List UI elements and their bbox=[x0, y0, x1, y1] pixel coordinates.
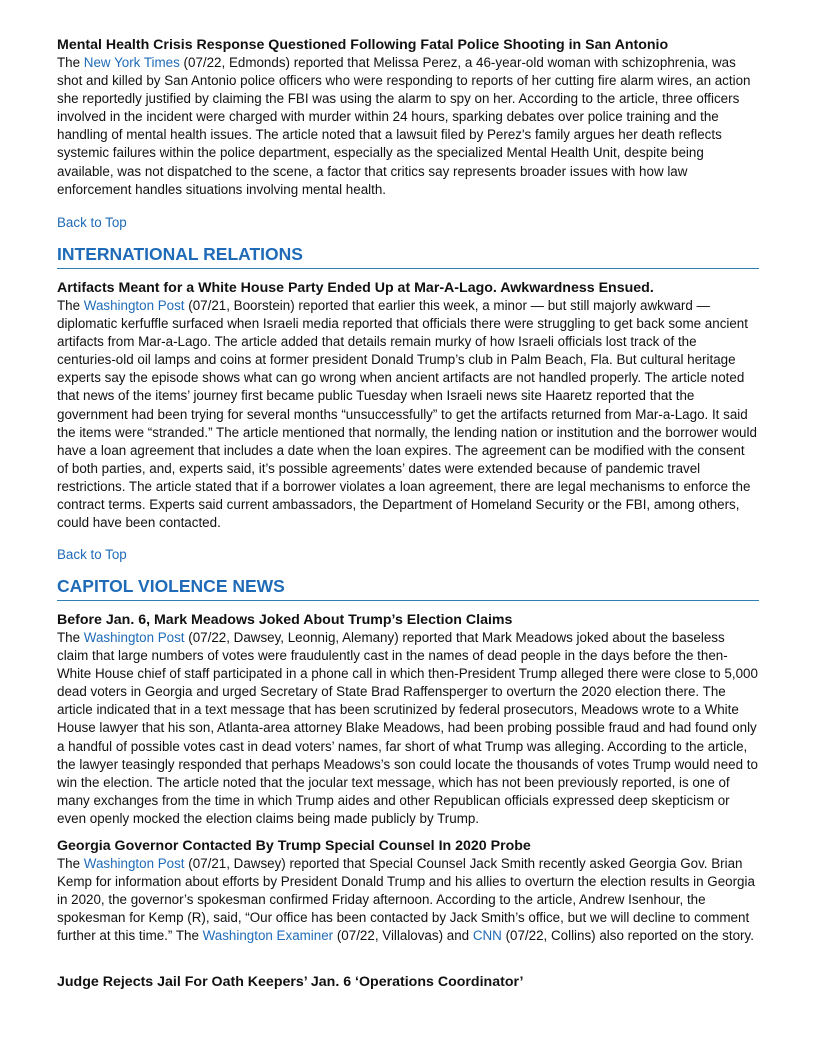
article-meadows bbox=[57, 611, 759, 828]
article-body: The Washington Post (07/22, Dawsey, Leonnig, Alemany) reported that Mark Meadows joked about the baseless claim that large numbers of votes were fraudulently cast in the names of dead people in the days before the then-White House chief of staff participated in a phone call in which then-President Trump alleged there were close to 5,000 dead voters in Georgia and urged Secretary of State Brad Raffensperger to overturn the 2020 election there. The article indicated that in a text message that has been scrutinized by federal prosecutors, Meadows wrote to a White House lawyer that his son, Atlanta-area attorney Blake Meadows, had been probing possible fraud and had found only a handful of possible votes cast in dead voters’ names, far short of what Trump was alleging. According to the article, the lawyer teasingly responded that perhaps Meadows’s son could locate the thousands of votes Trump would need to win the election. The article noted that the jocular text message, which has not been previously reported, is one of many exchanges from the time in which Trump aides and other Republican officials expressed deep skepticism or even openly mocked the election claims being made publicly by Trump. bbox=[57, 630, 758, 826]
article-oath-keepers bbox=[57, 973, 759, 991]
article-title: Mental Health Crisis Response Questioned Following Fatal Police Shooting in San Antonio bbox=[57, 37, 669, 53]
article-mental-health bbox=[57, 36, 759, 199]
article-title: Judge Rejects Jail For Oath Keepers’ Jan. 6 ‘Operations Coordinator’ bbox=[57, 974, 524, 990]
source-link-washington-post[interactable]: Washington Post bbox=[83, 856, 185, 871]
source-link-washington-post[interactable]: Washington Post bbox=[83, 298, 185, 313]
source-link-new-york-times[interactable]: New York Times bbox=[83, 55, 180, 70]
article-body: The New York Times (07/22, Edmonds) reported that Melissa Perez, a 46-year-old woman with schizophrenia, was shot and killed by San Antonio police officers who were responding to reports of her cutting fire alarm wires, an action she reportedly justified by claiming the FBI was using the alarm to spy on her. According to the article, three officers involved in the incident were charged with murder within 24 hours, sparking debates over police training and the handling of mental health issues. The article noted that a lawsuit filed by Perez's family argues her death reflects systemic failures within the police department, especially as the specialized Mental Health Unit, despite being available, was not dispatched to the scene, a factor that critics say represents broader issues with how law enforcement handles situations involving mental health. bbox=[57, 55, 751, 197]
back-to-top-link[interactable]: Back to Top bbox=[57, 547, 127, 562]
article-body: The Washington Post (07/21, Dawsey) reported that Special Counsel Jack Smith recently asked Georgia Gov. Brian Kemp for information about efforts by President Donald Trump and his allies to overturn the election results in Georgia in 2020, the governor’s spokesman confirmed Friday afternoon. According to the article, Andrew Isenhour, the spokesman for Kemp (R), said, “Our office has been contacted by Jack Smith’s office, but we will decline to comment further at this time.” The Washington Examiner (07/22, Villalovas) and CNN (07/22, Collins) also reported on the story. bbox=[57, 856, 755, 944]
article-title: Before Jan. 6, Mark Meadows Joked About Trump’s Election Claims bbox=[57, 612, 513, 628]
article-georgia-governor bbox=[57, 837, 759, 945]
article-title: Artifacts Meant for a White House Party Ended Up at Mar-A-Lago. Awkwardness Ensued. bbox=[57, 280, 654, 296]
article-artifacts bbox=[57, 279, 759, 532]
back-to-top-link[interactable]: Back to Top bbox=[57, 215, 127, 230]
source-link-cnn[interactable]: CNN bbox=[472, 928, 502, 944]
source-link-washington-post[interactable]: Washington Post bbox=[83, 630, 185, 645]
article-title: Georgia Governor Contacted By Trump Special Counsel In 2020 Probe bbox=[57, 838, 531, 854]
article-body: The Washington Post (07/21, Boorstein) reported that earlier this week, a minor — but still majorly awkward — diplomatic kerfuffle surfaced when Israeli media reported that officials there were struggling to get back some ancient artifacts from Mar-a-Lago. The article added that details remain murky of how Israeli officials lost track of the centuries-old oil lamps and coins at former president Donald Trump’s club in Palm Beach, Fla. But cultural heritage experts say the episode shows what can go wrong when ancient artifacts are not handled properly. The article noted that news of the items’ journey first became public Tuesday when Israeli news site Haaretz reported that the government had been trying for several months “unsuccessfully” to get the artifacts returned from Mar-a-Lago. It said the items were “stranded.” The article mentioned that normally, the lending nation or institution and the borrower would have a loan agreement that includes a date when the loan expires. The agreement can be modified with the consent of both parties, and, experts said, it’s possible agreements’ dates were extended because of pandemic travel restrictions. The article stated that if a borrower violates a loan agreement, there are legal mechanisms to enforce the contract terms. Experts said current ambassadors, the Department of Homeland Security or the FBI, among others, could have been contacted. bbox=[57, 298, 757, 531]
source-link-washington-examiner[interactable]: Washington Examiner bbox=[202, 928, 334, 944]
section-heading-capitol-violence-news: CAPITOL VIOLENCE NEWS bbox=[57, 575, 759, 601]
section-heading-international-relations: INTERNATIONAL RELATIONS bbox=[57, 243, 759, 269]
